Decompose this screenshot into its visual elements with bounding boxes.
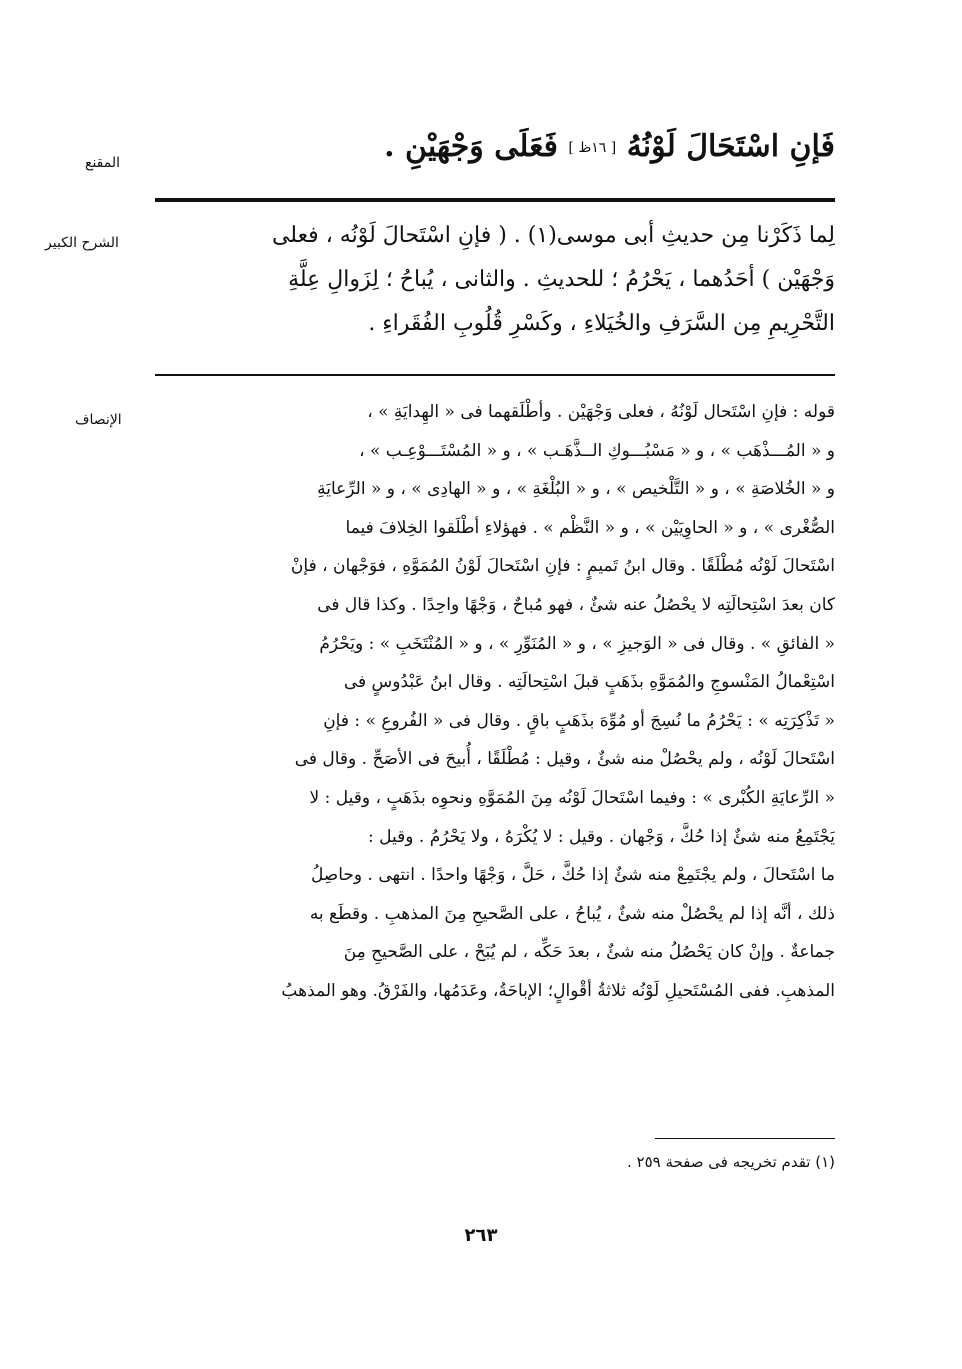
insaf-line: و « الخُلاصَةِ » ، و « التَّلْخيص » ، و « البُلْغَةِ » ، و « الهادِى » ، و « الرِّعايَةِ <box>317 479 835 500</box>
insaf-line: اسْتَحالَ لَوْنُه ، ولم يحْصُلْ منه شئٌ ، وقيل : مُطْلَقًا ، أُبيحَ فى الأصَحِّ . وقال فى <box>294 749 835 770</box>
insaf-line: « الفائقِ » . وقال فى « الوَجيزِ » ، و « المُنَوِّرِ » ، و « المُنْتَخَبِ » : ويَحْرُمُ <box>319 633 835 654</box>
insaf-line: ذلك ، أنَّه إذا لم يحْصُلْ منه شئٌ ، يُباحُ ، على الصَّحيحِ مِنَ المذهبِ . وقطَع به <box>309 903 835 924</box>
insaf-line: جماعةٌ . وإنْ كان يَحْصُلُ منه شئٌ ، بعدَ حَكِّه ، لم يُبَحْ ، على الصَّحيحِ مِنَ <box>343 942 835 963</box>
page-number: ٢٦٣ <box>464 1225 498 1246</box>
muqni-text-end: فَعَلَى وَجْهَيْنِ . <box>384 129 558 164</box>
manuscript-folio-marker: [ ١٦ظ ] <box>568 140 617 156</box>
muqni-text-start: فَإنِ اسْتَحَالَ لَوْنُهُ <box>626 129 835 164</box>
sharh-line: لِما ذَكَرْنا مِن حديثِ أبى موسى(١) . ( فإنِ اسْتَحالَ لَوْنُه ، فعلى <box>271 223 835 248</box>
sharh-line: التَّحْرِيمِ مِن السَّرَفِ والخُيَلاءِ ، وكَسْرِ قُلُوبِ الفُقَراءِ . <box>368 311 835 336</box>
insaf-text <box>155 393 835 1011</box>
insaf-line: كان بعدَ اسْتِحالَتِه لا يحْصُلُ عنه شئٌ ، فهو مُباحٌ ، وَجْهًا واحِدًا . وكذا قال فى <box>317 594 835 615</box>
insaf-line: المذهبِ. ففى المُسْتَحيلِ لَوْنُه ثلاثةُ أقْوالٍ؛ الإباحَةُ، وعَدَمُها، والفَرْقُ. وهو المذهبُ <box>281 980 835 1001</box>
insaf-line: الصُّغْرى » ، و « الحاوِيَيْن » ، و « النَّظْم » . فهؤلاءِ أطْلَقوا الخِلافَ فيما <box>345 517 835 538</box>
insaf-line: و « المُـــذْهَب » ، و « مَسْبُـــوكِ الــذَّهَـب » ، و « المُسْتَـــوْعِـب » ، <box>359 440 835 461</box>
sharh-line: وَجْهَيْن ) أحَدُهما ، يَحْرُمُ ؛ للحديثِ . والثانى ، يُباحُ ؛ لِزَوالِ عِلَّةِ <box>288 267 835 292</box>
section-divider <box>155 374 835 376</box>
section-label-sharh: الشرح الكبير <box>45 235 119 251</box>
insaf-line: يَجْتَمِعُ منه شئٌ إذا حُكَّ ، وَجْهان . وقيل : لا يُكْرَهُ ، ولا يَحْرُمُ . وقيل : <box>368 826 835 847</box>
section-divider-thick <box>155 198 835 202</box>
section-label-muqni: المقنع <box>85 155 121 171</box>
footnote: (١) تقدم تخريجه فى صفحة ٢٥٩ . <box>626 1153 835 1171</box>
footnote-divider <box>655 1138 835 1139</box>
insaf-line: اسْتِعْمالُ المَنْسوجِ والمُمَوَّهِ بذَهَبٍ قبلَ اسْتِحالَتِه . وقال ابنُ عَبْدُوسٍ فى <box>343 672 835 693</box>
insaf-line: ما اسْتَحالَ ، ولم يجْتَمِعْ منه شئٌ إذا حُكَّ ، حَلَّ ، وَجْهًا واحدًا . انتهى . وحاصِلُ <box>310 865 835 886</box>
insaf-line: « الرِّعايَةِ الكُبْرى » : وفيما اسْتَحالَ لَوْنُه مِنَ المُمَوَّهِ ونحوِه بذَهَبٍ ، وقيل : لا <box>309 787 835 808</box>
muqni-text <box>155 122 835 173</box>
insaf-line: قوله : فإنِ اسْتَحال لَوْنُهُ ، فعلى وَجْهَيْن . وأطْلَقهما فى « الهِدايَةِ » ، <box>367 402 835 422</box>
sharh-text <box>155 214 835 346</box>
section-label-insaf: الإنصاف <box>75 412 122 428</box>
insaf-line: اسْتَحالَ لَوْنُه مُطْلَقًا . وقال ابنُ تَميمٍ : فإنِ اسْتَحالَ لَوْنُ المُمَوَّهِ ، فوَجْهان ، فإنْ <box>290 556 835 577</box>
insaf-line: « تَذْكِرَتِه » : يَحْرُمُ ما نُسِجَ أو مُوِّهَ بذَهَبٍ باقٍ . وقال فى « الفُروعِ » : فإنِ <box>323 710 835 731</box>
